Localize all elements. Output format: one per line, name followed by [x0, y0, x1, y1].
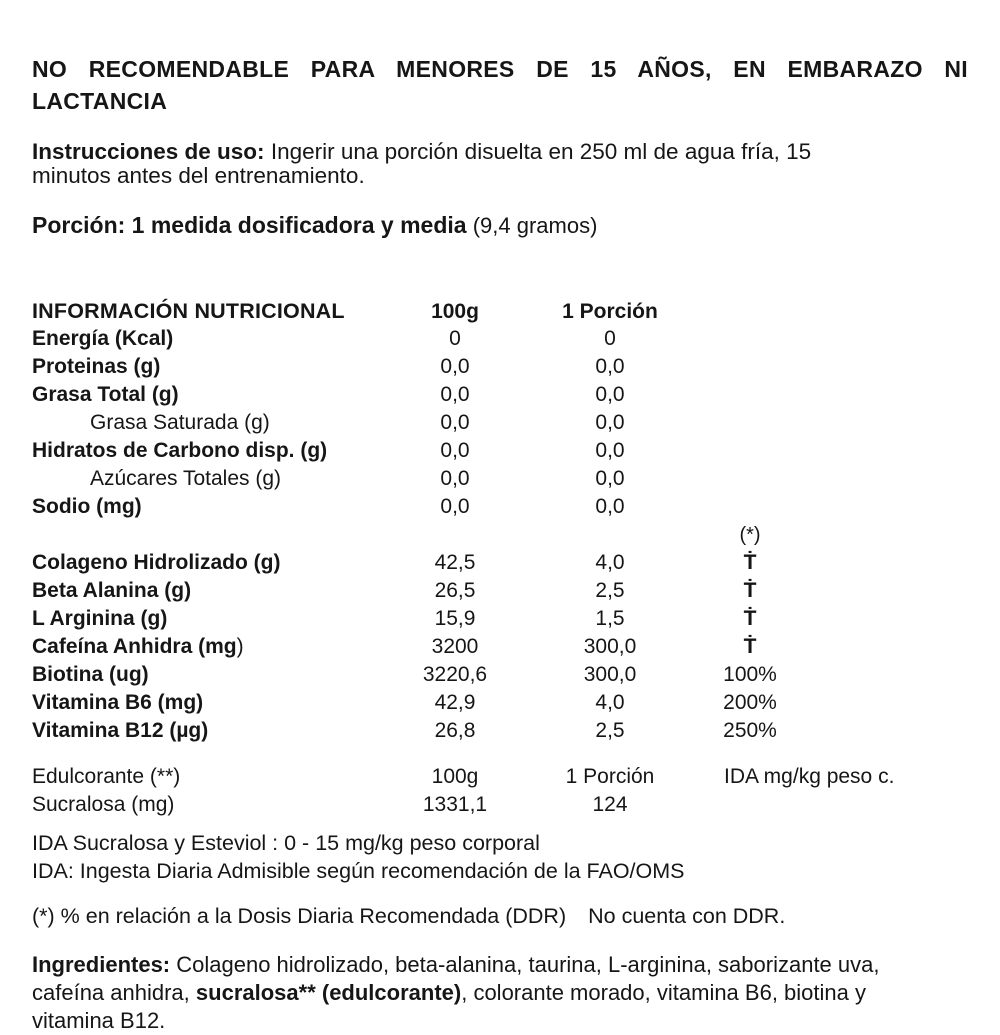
warning-line-2: LACTANCIA	[32, 88, 168, 114]
usage-instructions	[32, 140, 892, 188]
sweetener-col-100g: 100g	[431, 764, 479, 788]
nutrition-row	[32, 549, 968, 577]
value-per-serving: 0,0	[595, 466, 625, 490]
nutrition-row	[32, 493, 968, 521]
table-header-row	[32, 297, 968, 325]
nutrition-row	[32, 633, 968, 661]
instructions-label: Instrucciones de uso:	[32, 139, 265, 164]
nutrition-row	[32, 409, 968, 437]
ingredients-segment: Ingredientes:	[32, 952, 171, 977]
nutrition-row	[32, 577, 968, 605]
nutrition-table	[32, 297, 968, 886]
serving-size	[32, 211, 968, 240]
value-per-serving: 0,0	[595, 382, 625, 406]
nutrient-label: Cafeína Anhidra (mg)	[32, 634, 244, 658]
value-per-100g: 0,0	[440, 382, 470, 406]
nutrient-label: Vitamina B6 (mg)	[32, 690, 204, 714]
value-ddr: Ṫ	[743, 634, 757, 658]
serving-size-grams: (9,4 gramos)	[466, 212, 598, 238]
value-per-serving: 0	[604, 326, 616, 350]
nutrition-row	[32, 791, 968, 819]
sweetener-section	[32, 763, 968, 819]
ddr-footnote-left: (*) % en relación a la Dosis Diaria Recomendada (DDR)	[32, 903, 567, 928]
nutrient-label: Hidratos de Carbono disp. (g)	[32, 438, 328, 462]
value-ddr: 200%	[723, 690, 777, 714]
nutrition-row	[32, 661, 968, 689]
warning-line-1: NO RECOMENDABLE PARA MENORES DE 15 AÑOS, EN EMBARAZO NI	[32, 56, 968, 82]
nutrition-row	[32, 465, 968, 493]
value-per-100g: 26,8	[434, 718, 476, 742]
ddr-footnote-right: No cuenta con DDR.	[588, 903, 786, 928]
sweetener-header-row	[32, 763, 968, 791]
nutrient-label: Energía (Kcal)	[32, 326, 174, 350]
nutrition-row	[32, 605, 968, 633]
value-per-100g: 3220,6	[422, 662, 488, 686]
nutrient-label: Sucralosa (mg)	[32, 792, 175, 816]
value-ddr: 100%	[723, 662, 777, 686]
sweetener-title: Edulcorante (**)	[32, 764, 181, 788]
ida-note: IDA: Ingesta Diaria Admisible según recomendación de la FAO/OMS	[32, 859, 685, 883]
instructions-text: Ingerir una porción disuelta en 250 ml de agua fría, 15 minutos antes del entrenamiento.	[32, 139, 812, 188]
ingredients-segment: sucralosa** (edulcorante)	[195, 980, 462, 1005]
col-header-100g: 100g	[431, 299, 479, 323]
value-per-serving: 300,0	[583, 634, 637, 658]
value-per-serving: 0,0	[595, 438, 625, 462]
basic-nutrients-section	[32, 325, 968, 521]
value-per-100g: 0,0	[440, 354, 470, 378]
value-ddr: Ṫ	[743, 606, 757, 630]
nutrition-row	[32, 325, 968, 353]
value-per-100g: 1331,1	[422, 792, 488, 816]
value-ddr: Ṫ	[743, 550, 757, 574]
value-per-serving: 0,0	[595, 410, 625, 434]
nutrition-row	[32, 437, 968, 465]
nutrition-row	[32, 381, 968, 409]
nutrient-label: Grasa Saturada (g)	[90, 410, 270, 434]
ddr-footnote	[32, 902, 968, 930]
nutrient-label: Azúcares Totales (g)	[90, 466, 282, 490]
value-ddr: Ṫ	[743, 578, 757, 602]
col-header-porcion: 1 Porción	[562, 299, 658, 323]
nutrient-label: Beta Alanina (g)	[32, 578, 192, 602]
value-per-100g: 42,5	[434, 550, 476, 574]
value-per-100g: 26,5	[434, 578, 476, 602]
nutrient-label: Grasa Total (g)	[32, 382, 179, 406]
sweetener-col-ida: IDA mg/kg peso c.	[724, 764, 895, 788]
nutrition-row	[32, 689, 968, 717]
value-per-serving: 2,5	[595, 578, 625, 602]
value-per-100g: 42,9	[434, 690, 476, 714]
ddr-column-marker: (*)	[739, 523, 761, 546]
nutrient-label: Vitamina B12 (µg)	[32, 718, 209, 742]
ingredients-segment: , colorante morado, vitamina B6, biotina y vitamina B12.	[32, 980, 866, 1033]
ida-note: IDA Sucralosa y Esteviol : 0 - 15 mg/kg peso corporal	[32, 830, 540, 855]
value-per-100g: 0	[449, 326, 461, 350]
value-per-serving: 4,0	[595, 690, 625, 714]
nutrient-label: Biotina (ug)	[32, 662, 149, 686]
warning-text	[32, 53, 968, 117]
ingredients-paragraph	[32, 951, 924, 1035]
value-ddr: 250%	[723, 718, 777, 742]
value-per-serving: 4,0	[595, 550, 625, 574]
sweetener-col-porcion: 1 Porción	[565, 764, 655, 788]
table-title: INFORMACIÓN NUTRICIONAL	[32, 298, 345, 323]
value-per-serving: 1,5	[595, 606, 625, 630]
active-ingredients-section	[32, 549, 968, 745]
nutrient-label: Colageno Hidrolizado (g)	[32, 550, 281, 574]
value-per-100g: 0,0	[440, 438, 470, 462]
value-per-100g: 0,0	[440, 466, 470, 490]
value-per-100g: 0,0	[440, 494, 470, 518]
value-per-100g: 15,9	[434, 606, 476, 630]
nutrient-label: Proteinas (g)	[32, 354, 161, 378]
nutrition-row	[32, 717, 968, 745]
ddr-marker-row	[32, 521, 968, 549]
nutrient-label: L Arginina (g)	[32, 606, 168, 630]
value-per-serving: 0,0	[595, 494, 625, 518]
value-per-serving: 300,0	[583, 662, 637, 686]
sweetener-rows	[32, 791, 968, 819]
nutrition-row	[32, 353, 968, 381]
value-per-serving: 2,5	[595, 718, 625, 742]
value-per-serving: 124	[592, 792, 628, 816]
nutrient-label-suffix: )	[236, 634, 244, 658]
nutrient-label: Sodio (mg)	[32, 494, 142, 518]
ingredients-segment: Colageno hidrolizado, beta-alanina, taurina, L-arginina, saborizante uva, cafeína anhidra,	[32, 952, 880, 1005]
value-per-100g: 3200	[431, 634, 479, 658]
value-per-serving: 0,0	[595, 354, 625, 378]
serving-size-label: Porción: 1 medida dosificadora y media	[32, 211, 467, 238]
ida-notes	[32, 829, 968, 886]
value-per-100g: 0,0	[440, 410, 470, 434]
